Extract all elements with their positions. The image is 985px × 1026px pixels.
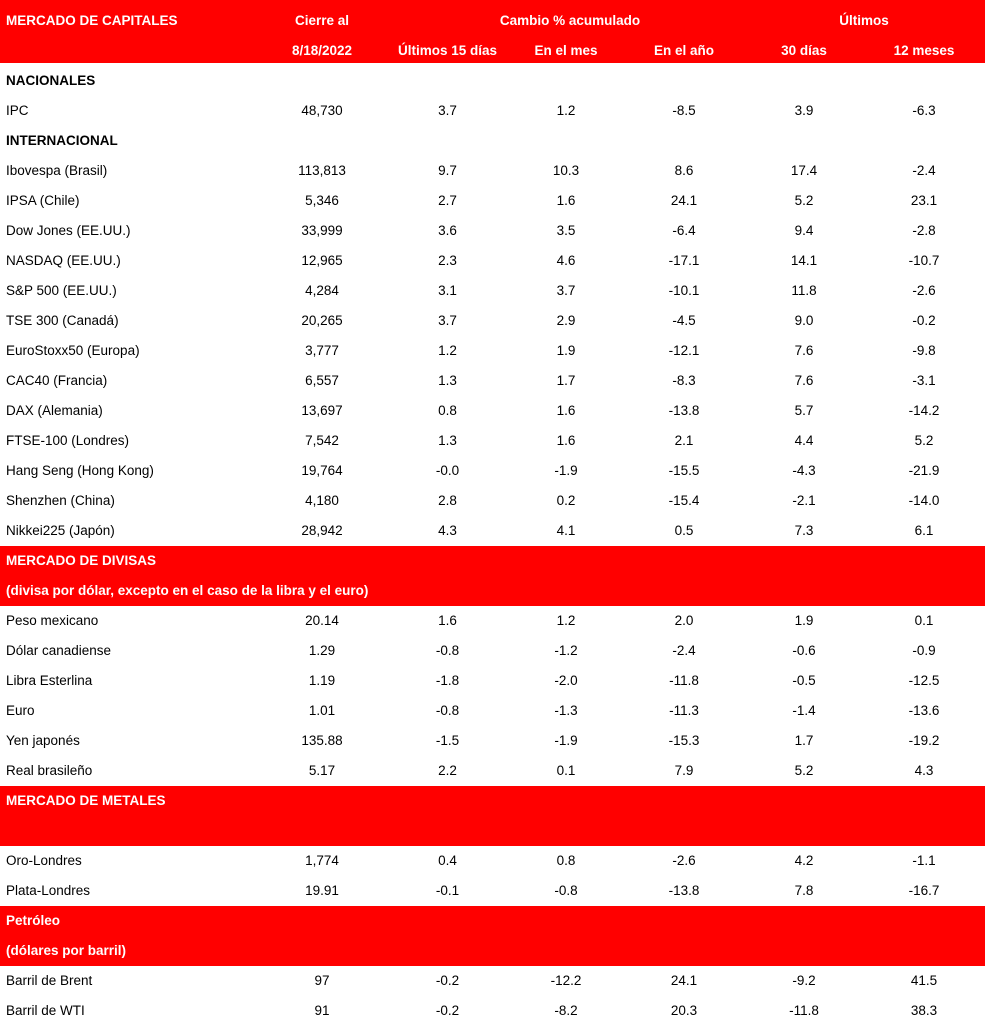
cell-15dias: 2.3 — [438, 253, 457, 268]
cell-30dias: 5.2 — [794, 763, 814, 778]
cell-mes: 4.6 — [556, 253, 576, 268]
cell-15dias: 0.8 — [438, 403, 457, 418]
cell-12meses: -2.4 — [912, 163, 936, 178]
section-title-petroleo: Petróleo — [6, 913, 61, 928]
cell-12meses: -19.2 — [908, 733, 940, 748]
section-metales-spacer — [0, 816, 985, 846]
cell-15dias: 1.2 — [438, 343, 457, 358]
row-label: TSE 300 (Canadá) — [6, 313, 119, 328]
cell-12meses: -21.9 — [908, 463, 940, 478]
cell-anio: 8.6 — [674, 163, 694, 178]
cell-12meses: -2.8 — [912, 223, 936, 238]
cell-anio: -2.6 — [672, 853, 696, 868]
col-header-12meses: 12 meses — [893, 43, 955, 58]
header-row-2 — [0, 36, 985, 63]
cell-15dias: -0.1 — [435, 883, 460, 898]
cell-30dias: 5.2 — [794, 193, 814, 208]
cell-12meses: -9.8 — [912, 343, 936, 358]
table-row — [0, 276, 985, 306]
row-label: Ibovespa (Brasil) — [6, 163, 108, 178]
table-row — [0, 246, 985, 276]
cell-cierre: 33,999 — [301, 223, 343, 238]
cell-15dias: -0.8 — [435, 643, 460, 658]
cell-12meses: -13.6 — [908, 703, 940, 718]
cell-30dias: 7.8 — [794, 883, 814, 898]
table-row — [0, 666, 985, 696]
cell-anio: -15.5 — [668, 463, 700, 478]
cell-15dias: -0.8 — [435, 703, 460, 718]
row-label: S&P 500 (EE.UU.) — [6, 283, 117, 298]
cell-30dias: 9.0 — [794, 313, 814, 328]
section-petroleo-header — [0, 906, 985, 936]
cell-cierre: 20,265 — [301, 313, 343, 328]
cell-mes: -8.2 — [554, 1003, 578, 1018]
cell-cierre: 48,730 — [301, 103, 343, 118]
cell-15dias: -0.2 — [435, 973, 460, 988]
cell-cierre: 7,542 — [305, 433, 339, 448]
section-metales-header — [0, 786, 985, 816]
cell-cierre: 4,180 — [305, 493, 339, 508]
cell-cierre: 19.91 — [305, 883, 339, 898]
section-title-internacional: INTERNACIONAL — [6, 133, 118, 148]
cell-anio: 20.3 — [670, 1003, 698, 1018]
cell-anio: -11.3 — [669, 703, 699, 718]
cell-mes: -12.2 — [550, 973, 582, 988]
cell-anio: -8.5 — [672, 103, 696, 118]
cell-anio: -11.8 — [669, 673, 699, 688]
cell-mes: 1.6 — [556, 433, 576, 448]
cell-30dias: 1.9 — [794, 613, 814, 628]
cell-12meses: -2.6 — [912, 283, 936, 298]
cell-30dias: -4.3 — [792, 463, 816, 478]
cell-15dias: 3.1 — [438, 283, 457, 298]
cell-cierre: 5,346 — [305, 193, 339, 208]
table-row — [0, 696, 985, 726]
cell-cierre: 1.19 — [308, 673, 336, 688]
row-label: Shenzhen (China) — [6, 493, 115, 508]
cell-cierre: 1.29 — [308, 643, 336, 658]
cell-anio: -4.5 — [672, 313, 696, 328]
cell-cierre: 12,965 — [301, 253, 343, 268]
cell-12meses: -10.7 — [908, 253, 940, 268]
cell-15dias: 2.8 — [438, 493, 457, 508]
cell-30dias: 7.6 — [794, 373, 814, 388]
cell-mes: 1.6 — [556, 193, 576, 208]
cell-anio: 0.5 — [674, 523, 694, 538]
header-row-1 — [0, 0, 985, 36]
cell-anio: -12.1 — [668, 343, 700, 358]
cell-12meses: -14.0 — [908, 493, 940, 508]
cell-12meses: -0.2 — [912, 313, 936, 328]
cell-anio: -13.8 — [668, 883, 700, 898]
row-label: Libra Esterlina — [6, 673, 93, 688]
cell-cierre: 19,764 — [301, 463, 343, 478]
cell-15dias: 2.7 — [438, 193, 457, 208]
row-label: Peso mexicano — [6, 613, 99, 628]
cell-mes: -2.0 — [554, 673, 578, 688]
section-title-capitales: MERCADO DE CAPITALES — [6, 13, 178, 28]
cell-30dias: -2.1 — [792, 493, 816, 508]
cell-12meses: -6.3 — [912, 103, 936, 118]
row-label: Real brasileño — [6, 763, 93, 778]
table-row — [0, 996, 985, 1026]
cell-anio: 24.1 — [670, 193, 698, 208]
row-label: Dow Jones (EE.UU.) — [6, 223, 131, 238]
cell-15dias: 2.2 — [438, 763, 457, 778]
cell-anio: 24.1 — [670, 973, 698, 988]
row-label: EuroStoxx50 (Europa) — [6, 343, 140, 358]
cell-15dias: 9.7 — [438, 163, 457, 178]
table-row — [0, 876, 985, 906]
table-row — [0, 366, 985, 396]
cell-mes: 3.5 — [556, 223, 576, 238]
cell-mes: 1.6 — [556, 403, 576, 418]
cell-mes: 3.7 — [556, 283, 576, 298]
cell-anio: -15.3 — [668, 733, 700, 748]
cell-12meses: -16.7 — [908, 883, 940, 898]
cell-mes: 0.2 — [556, 493, 576, 508]
row-label: Oro-Londres — [6, 853, 82, 868]
section-nacionales — [0, 66, 985, 96]
cell-30dias: -0.6 — [792, 643, 816, 658]
cell-anio: 2.0 — [674, 613, 694, 628]
cell-cierre: 4,284 — [305, 283, 339, 298]
cell-15dias: -1.5 — [435, 733, 460, 748]
cell-30dias: -0.5 — [792, 673, 816, 688]
section-title-divisas: MERCADO DE DIVISAS — [6, 553, 157, 568]
cell-30dias: 9.4 — [794, 223, 814, 238]
cell-30dias: 7.6 — [794, 343, 814, 358]
table-row — [0, 756, 985, 786]
row-label: Nikkei225 (Japón) — [6, 523, 115, 538]
cell-cierre: 1,774 — [305, 853, 339, 868]
table-row — [0, 636, 985, 666]
cell-12meses: 4.3 — [914, 763, 934, 778]
cell-cierre: 135.88 — [301, 733, 343, 748]
cell-mes: -1.3 — [554, 703, 578, 718]
cell-15dias: 1.6 — [438, 613, 457, 628]
table-row — [0, 396, 985, 426]
cell-cierre: 20.14 — [305, 613, 339, 628]
cell-cierre: 28,942 — [301, 523, 343, 538]
cell-30dias: -11.8 — [789, 1003, 819, 1018]
row-label: DAX (Alemania) — [6, 403, 103, 418]
col-header-anio: En el año — [653, 43, 714, 58]
cell-15dias: 1.3 — [438, 373, 457, 388]
cell-mes: 2.9 — [556, 313, 576, 328]
cell-12meses: -1.1 — [912, 853, 936, 868]
cell-15dias: 4.3 — [438, 523, 457, 538]
cell-anio: -10.1 — [668, 283, 700, 298]
section-divisas-subheader — [0, 576, 985, 606]
cell-mes: 1.2 — [556, 613, 576, 628]
row-label: NASDAQ (EE.UU.) — [6, 253, 121, 268]
section-internacional — [0, 126, 985, 156]
col-header-15dias: Últimos 15 días — [397, 43, 498, 58]
cell-30dias: 3.9 — [794, 103, 814, 118]
cell-cierre: 113,813 — [298, 163, 346, 178]
row-label: Euro — [6, 703, 35, 718]
cell-mes: -1.9 — [554, 733, 578, 748]
cell-30dias: 1.7 — [794, 733, 814, 748]
table-row — [0, 846, 985, 876]
section-title-metales: MERCADO DE METALES — [6, 793, 166, 808]
row-label: Hang Seng (Hong Kong) — [6, 463, 154, 478]
col-group-cambio: Cambio % acumulado — [499, 13, 641, 28]
table-row — [0, 726, 985, 756]
cell-anio: -2.4 — [672, 643, 696, 658]
cell-mes: -1.2 — [554, 643, 578, 658]
section-subtitle-petroleo: (dólares por barril) — [6, 943, 127, 958]
cell-30dias: 14.1 — [790, 253, 818, 268]
cell-12meses: 0.1 — [914, 613, 934, 628]
cell-15dias: -0.2 — [435, 1003, 460, 1018]
cell-15dias: 0.4 — [438, 853, 457, 868]
cell-cierre: 91 — [314, 1003, 330, 1018]
cell-cierre: 6,557 — [305, 373, 339, 388]
cell-12meses: 5.2 — [914, 433, 934, 448]
table-row — [0, 426, 985, 456]
col-header-30dias: 30 días — [781, 43, 827, 58]
cell-anio: -8.3 — [672, 373, 696, 388]
table-row — [0, 606, 985, 636]
cell-mes: -0.8 — [554, 883, 578, 898]
cell-anio: -6.4 — [672, 223, 696, 238]
cell-15dias: 3.6 — [438, 223, 457, 238]
cell-anio: -15.4 — [668, 493, 700, 508]
cell-mes: -1.9 — [554, 463, 578, 478]
cell-anio: 2.1 — [674, 433, 694, 448]
table-row — [0, 186, 985, 216]
table-row — [0, 336, 985, 366]
table-row — [0, 966, 985, 996]
row-label: CAC40 (Francia) — [6, 373, 108, 388]
cell-12meses: 41.5 — [910, 973, 938, 988]
table-row — [0, 216, 985, 246]
row-label: Yen japonés — [6, 733, 80, 748]
cell-12meses: -12.5 — [908, 673, 940, 688]
cell-12meses: 6.1 — [914, 523, 934, 538]
cell-mes: 1.7 — [556, 373, 576, 388]
section-subtitle-divisas: (divisa por dólar, excepto en el caso de la libra y el euro) — [6, 583, 369, 598]
cell-15dias: -0.0 — [435, 463, 460, 478]
table-row — [0, 516, 985, 546]
cell-30dias: -9.2 — [792, 973, 816, 988]
cell-12meses: -14.2 — [908, 403, 940, 418]
cell-mes: 0.8 — [556, 853, 576, 868]
cell-cierre: 13,697 — [301, 403, 343, 418]
cell-30dias: 5.7 — [794, 403, 814, 418]
cell-cierre: 97 — [314, 973, 330, 988]
table-row — [0, 486, 985, 516]
table-row — [0, 306, 985, 336]
table-row — [0, 456, 985, 486]
row-label: FTSE-100 (Londres) — [6, 433, 130, 448]
cell-15dias: 1.3 — [438, 433, 457, 448]
cell-anio: -13.8 — [668, 403, 700, 418]
col-header-date: 8/18/2022 — [291, 43, 353, 58]
cell-mes: 1.9 — [556, 343, 576, 358]
section-petroleo-subheader — [0, 936, 985, 966]
table-row — [0, 96, 985, 126]
cell-anio: -17.1 — [668, 253, 700, 268]
cell-mes: 0.1 — [556, 763, 576, 778]
row-label: Barril de Brent — [6, 973, 93, 988]
row-label: IPC — [6, 103, 29, 118]
cell-30dias: -1.4 — [792, 703, 816, 718]
cell-mes: 10.3 — [552, 163, 580, 178]
cell-30dias: 4.2 — [794, 853, 814, 868]
cell-15dias: 3.7 — [438, 313, 457, 328]
cell-12meses: -0.9 — [912, 643, 936, 658]
section-divisas-header — [0, 546, 985, 576]
cell-15dias: 3.7 — [438, 103, 457, 118]
col-group-ultimos: Últimos — [839, 13, 889, 28]
section-title-nacionales: NACIONALES — [6, 73, 96, 88]
col-header-cierre: Cierre al — [294, 13, 350, 28]
cell-cierre: 3,777 — [305, 343, 339, 358]
cell-12meses: 38.3 — [910, 1003, 938, 1018]
cell-12meses: -3.1 — [912, 373, 936, 388]
table-row — [0, 156, 985, 186]
cell-12meses: 23.1 — [910, 193, 938, 208]
row-label: IPSA (Chile) — [6, 193, 80, 208]
cell-30dias: 7.3 — [794, 523, 814, 538]
cell-30dias: 4.4 — [794, 433, 814, 448]
cell-30dias: 17.4 — [790, 163, 818, 178]
cell-anio: 7.9 — [674, 763, 694, 778]
cell-cierre: 5.17 — [308, 763, 336, 778]
cell-mes: 1.2 — [556, 103, 576, 118]
row-label: Dólar canadiense — [6, 643, 112, 658]
row-label: Plata-Londres — [6, 883, 91, 898]
cell-cierre: 1.01 — [308, 703, 336, 718]
cell-30dias: 11.8 — [791, 283, 817, 298]
cell-mes: 4.1 — [556, 523, 576, 538]
cell-15dias: -1.8 — [435, 673, 460, 688]
row-label: Barril de WTI — [6, 1003, 85, 1018]
col-header-mes: En el mes — [534, 43, 598, 58]
